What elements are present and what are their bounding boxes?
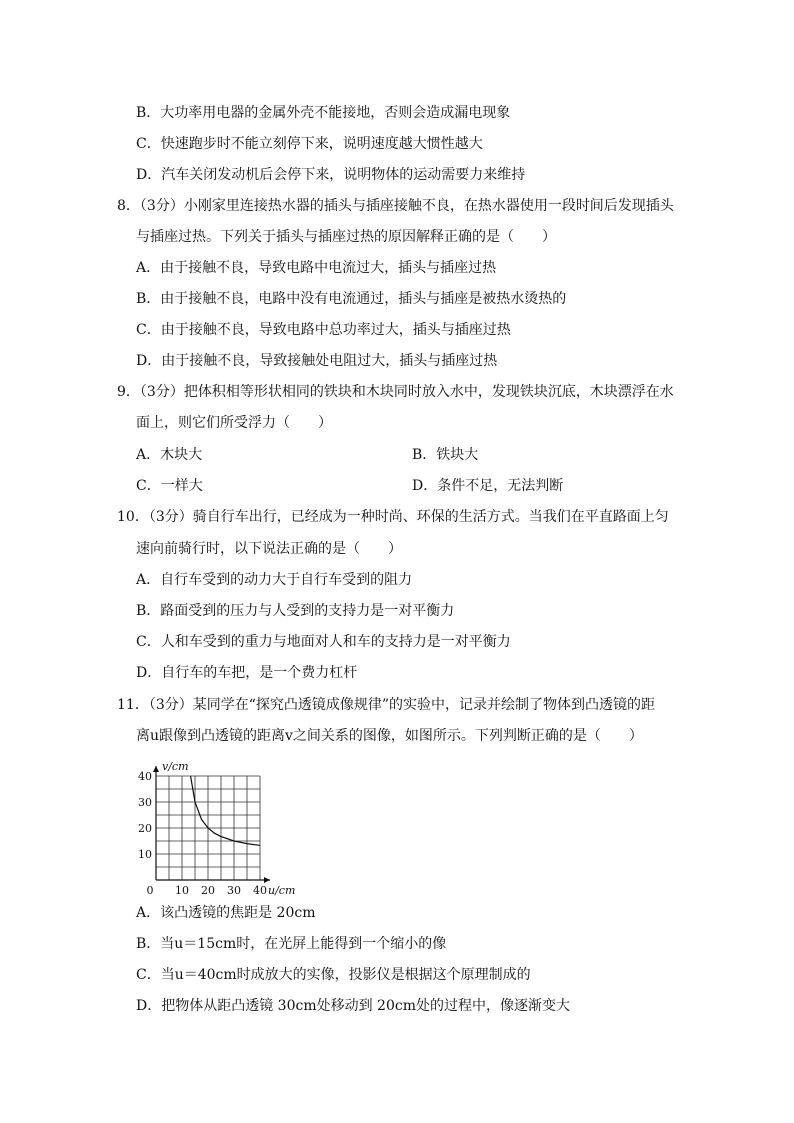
y-axis-label: v/cm [162, 760, 189, 773]
y-tick-label: 20 [138, 822, 152, 835]
question-8-stem-cont: 与插座过热。下列关于插头与插座过热的原因解释正确的是（ ） [136, 229, 556, 245]
y-tick-label: 40 [138, 770, 152, 783]
y-tick-label: 30 [138, 796, 152, 809]
q10-option-c: C．人和车受到的重力与地面对人和车的支持力是一对平衡力 [136, 634, 511, 650]
x-tick-label: 0 [146, 884, 154, 897]
q9-option-d: D．条件不足，无法判断 [412, 478, 564, 494]
q8-option-b: B．由于接触不良，电路中没有电流通过，插头与插座是被热水烫热的 [136, 291, 567, 307]
q11-option-c: C．当u＝40cm时成放大的实像，投影仪是根据这个原理制成的 [136, 967, 531, 983]
q8-option-d: D．由于接触不良，导致接触处电阻过大，插头与插座过热 [136, 353, 498, 369]
x-tick-label: 10 [175, 884, 189, 897]
q9-option-c: C．一样大 [136, 478, 203, 494]
question-10-stem: 10．（3分）骑自行车出行，已经成为一种时尚、环保的生活方式。当我们在平直路面上匀 [117, 509, 669, 525]
x-tick-label: 40 [253, 884, 267, 897]
question-9-stem: 9．（3分）把体积相等形状相同的铁块和木块同时放入水中，发现铁块沉底，木块漂浮在水 [117, 384, 674, 400]
lens-graph [134, 756, 314, 900]
q11-option-b: B．当u＝15cm时，在光屏上能得到一个缩小的像 [136, 936, 447, 952]
option-d: D．汽车关闭发动机后会停下来，说明物体的运动需要力来维持 [136, 167, 526, 183]
q9-option-b: B．铁块大 [412, 447, 479, 463]
option-c: C．快速跑步时不能立刻停下来，说明速度越大惯性越大 [136, 136, 483, 152]
q10-option-b: B．路面受到的压力与人受到的支持力是一对平衡力 [136, 603, 455, 619]
q9-option-a: A．木块大 [136, 447, 203, 463]
x-tick-label: 20 [201, 884, 215, 897]
q8-option-c: C．由于接触不良，导致电路中总功率过大，插头与插座过热 [136, 322, 511, 338]
question-8-stem: 8．（3分）小刚家里连接热水器的插头与插座接触不良，在热水器使用一段时间后发现插头 [117, 198, 674, 214]
option-b: B．大功率用电器的金属外壳不能接地，否则会造成漏电现象 [136, 105, 511, 121]
question-11-stem: 11．（3分）某同学在“探究凸透镜成像规律”的实验中，记录并绘制了物体到凸透镜的距 [117, 697, 656, 713]
question-9-stem-cont: 面上，则它们所受浮力（ ） [136, 415, 332, 431]
q10-option-a: A．自行车受到的动力大于自行车受到的阻力 [136, 572, 413, 588]
x-axis-label: u/cm [268, 884, 296, 897]
question-11-stem-cont: 离u跟像到凸透镜的距离v之间关系的图像，如图所示。下列判断正确的是（ ） [136, 728, 643, 744]
y-tick-label: 10 [138, 848, 152, 861]
data-curve [191, 776, 260, 845]
x-tick-label: 30 [227, 884, 241, 897]
x-axis-arrow [264, 877, 270, 883]
q10-option-d: D．自行车的车把，是一个费力杠杆 [136, 665, 358, 681]
y-axis-arrow [153, 766, 159, 772]
q11-option-d: D．把物体从距凸透镜 30cm处移动到 20cm处的过程中，像逐渐变大 [136, 998, 570, 1014]
question-10-stem-cont: 速向前骑行时，以下说法正确的是（ ） [136, 541, 402, 557]
q11-option-a: A．该凸透镜的焦距是 20cm [136, 905, 316, 921]
q8-option-a: A．由于接触不良，导致电路中电流过大，插头与插座过热 [136, 260, 497, 276]
